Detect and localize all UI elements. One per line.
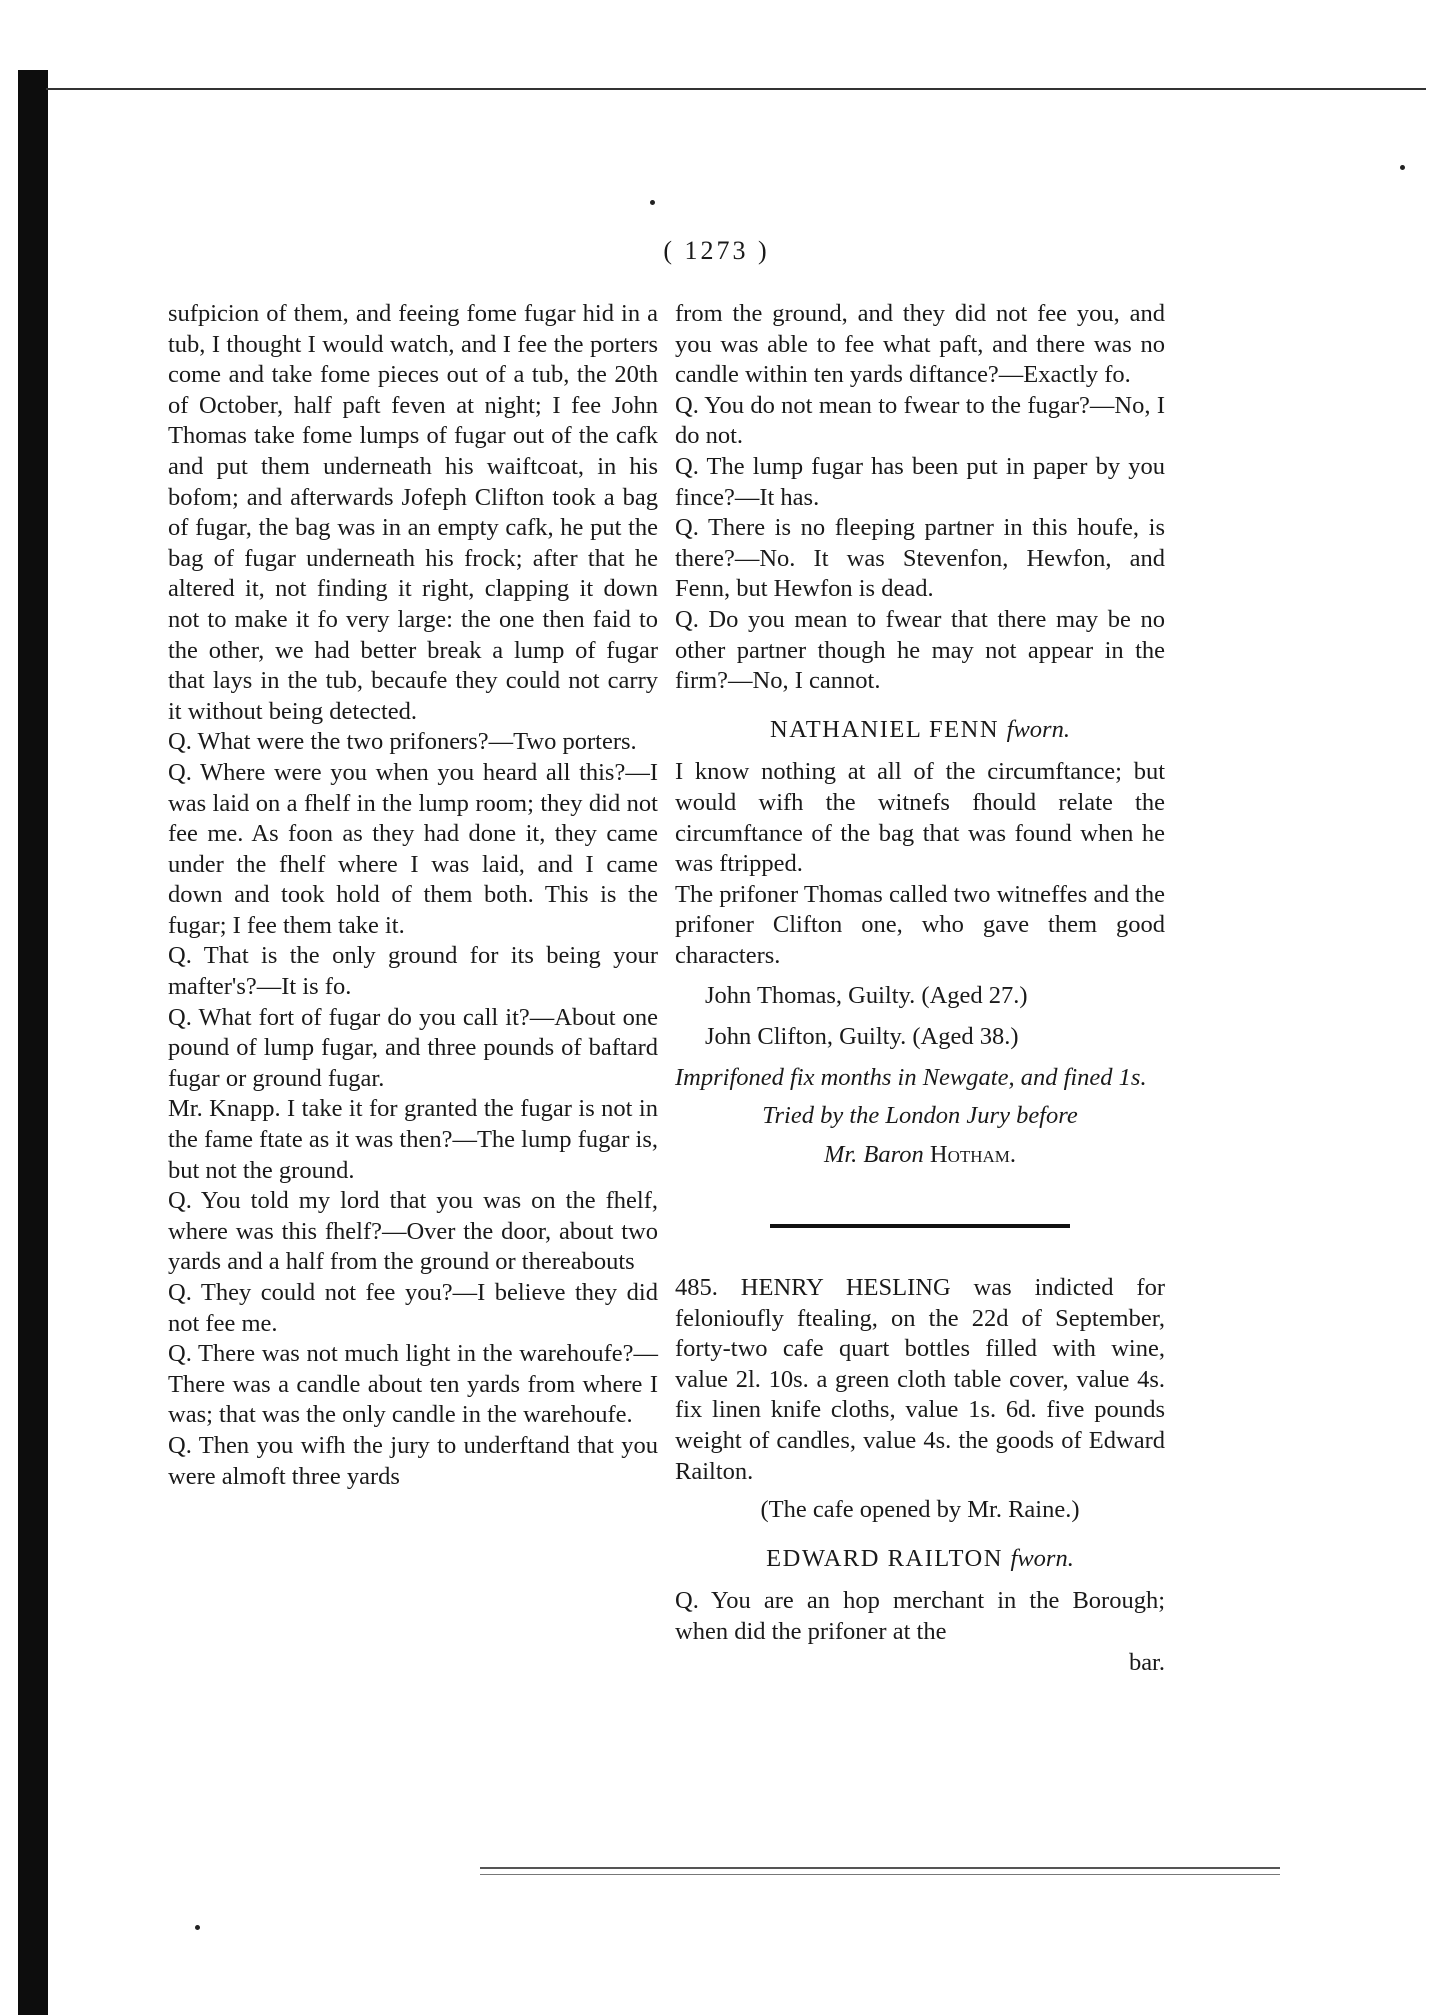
catchword: bar.: [1128, 1648, 1165, 1676]
right-column: [675, 299, 1165, 1678]
witness-sworn: fworn.: [1006, 715, 1070, 743]
tried-line: Tried by the London Jury before: [762, 1102, 1078, 1130]
paragraph: Q. What fort of fugar do you call it?—About one pound of lump fugar, and three pounds of baftard fugar or ground fugar.: [168, 1003, 658, 1092]
bottom-rule: [480, 1867, 1280, 1869]
paragraph: Q. The lump fugar has been put in paper by you fince?—It has.: [675, 452, 1165, 511]
character-note: The prifoner Thomas called two witneffes and the prifoner Clifton one, who gave them good characters.: [675, 880, 1165, 969]
witness2-sworn: fworn.: [1010, 1544, 1074, 1572]
verdict-thomas: John Thomas, Guilty. (Aged 27.): [705, 982, 1028, 1010]
paragraph: Q. Then you wifh the jury to underftand that you were almoft three yards: [168, 1431, 658, 1490]
sentence: Imprifoned fix months in Newgate, and fined 1s.: [675, 1063, 1147, 1091]
paragraph: Q. That is the only ground for its being your mafter's?—It is fo.: [168, 942, 658, 1001]
top-rule: [46, 88, 1426, 90]
verdict-clifton: John Clifton, Guilty. (Aged 38.): [705, 1023, 1019, 1051]
final-question: Q. You are an hop merchant in the Borough; when did the prifoner at the: [675, 1587, 1165, 1645]
paragraph: Q. You do not mean to fwear to the fugar?—No, I do not.: [675, 391, 1165, 450]
witness2-name: EDWARD RAILTON: [766, 1544, 1003, 1572]
scan-speck: [1400, 165, 1405, 170]
judge-name: Hotham.: [929, 1140, 1017, 1168]
paragraph: Q. There is no fleeping partner in this houfe, is there?—No. It was Stevenfon, Hewfon, and Fenn, but Hewfon is dead.: [675, 514, 1165, 603]
witness2-heading: [675, 1544, 1165, 1575]
scan-speck: [195, 1925, 200, 1930]
paragraph: Q. There was not much light in the warehoufe?—There was a candle about ten yards from where I was; that was the only candle in the warehoufe.: [168, 1340, 658, 1429]
judge-line: [675, 1140, 1165, 1171]
book-spine: [18, 70, 48, 2015]
paragraph: Q. They could not fee you?—I believe they did not fee me.: [168, 1279, 658, 1337]
left-column: [168, 299, 658, 1492]
case-opened: (The cafe opened by Mr. Raine.): [760, 1496, 1080, 1524]
paragraph: Mr. Knapp. I take it for granted the fugar is not in the fame ftate as it was then?—The lump fugar is, but not the ground.: [168, 1095, 658, 1184]
paragraph: Q. What were the two prifoners?—Two porters.: [168, 728, 637, 756]
paragraph: Q. Do you mean to fwear that there may be no other partner though he may not appear in the firm?—No, I cannot.: [675, 605, 1165, 695]
witness-heading: [675, 715, 1165, 746]
paragraph: Q. You told my lord that you was on the fhelf, where was this fhelf?—Over the door, about two yards and a half from the ground or thereabouts: [168, 1187, 658, 1276]
section-divider: [675, 1206, 1165, 1237]
bottom-rule-thin: [480, 1874, 1280, 1875]
paragraph: sufpicion of them, and feeing fome fugar hid in a tub, I thought I would watch, and I fee the porters come and take fome pieces out of a tub, the 20th of October, half paft feven at night; I fee John Thomas take fome lumps of fugar out of the cafk and put them underneath his waiftcoat, in his bofom; and afterwards Jofeph Clifton took a bag of fugar, the bag was in an empty cafk, he put the bag of fugar underneath his frock; after that he altered it, not finding it right, clapping it down not to make it fo very large: the one then faid to the other, we had better break a lump of fugar that lays in the tub, becaufe they could not carry it without being detected.: [168, 300, 658, 725]
scan-speck: [650, 200, 655, 205]
judge-title: Mr. Baron: [823, 1140, 924, 1168]
page-number: ( 1273 ): [663, 236, 770, 265]
witness-testimony: I know nothing at all of the circumftance; but would wifh the witnefs fhould relate the circumftance of the bag that was found when he was ftripped.: [675, 758, 1165, 878]
case-indictment: 485. HENRY HESLING was indicted for felonioufly ftealing, on the 22d of September, forty-two cafe quart bottles filled with wine, value 2l. 10s. a green cloth table cover, value 4s. fix linen knife cloths, value 1s. 6d. five pounds weight of candles, value 4s. the goods of Edward Railton.: [675, 1274, 1165, 1485]
witness-name: NATHANIEL FENN: [770, 715, 1000, 743]
paragraph: from the ground, and they did not fee you, and you was able to fee what paft, and there was no candle within ten yards diftance?—Exactly fo.: [675, 300, 1165, 389]
paragraph: Q. Where were you when you heard all this?—I was laid on a fhelf in the lump room; they did not fee me. As foon as they had done it, they came under the fhelf where I was laid, and I came down and took hold of them both. This is the fugar; I fee them take it.: [168, 758, 658, 939]
